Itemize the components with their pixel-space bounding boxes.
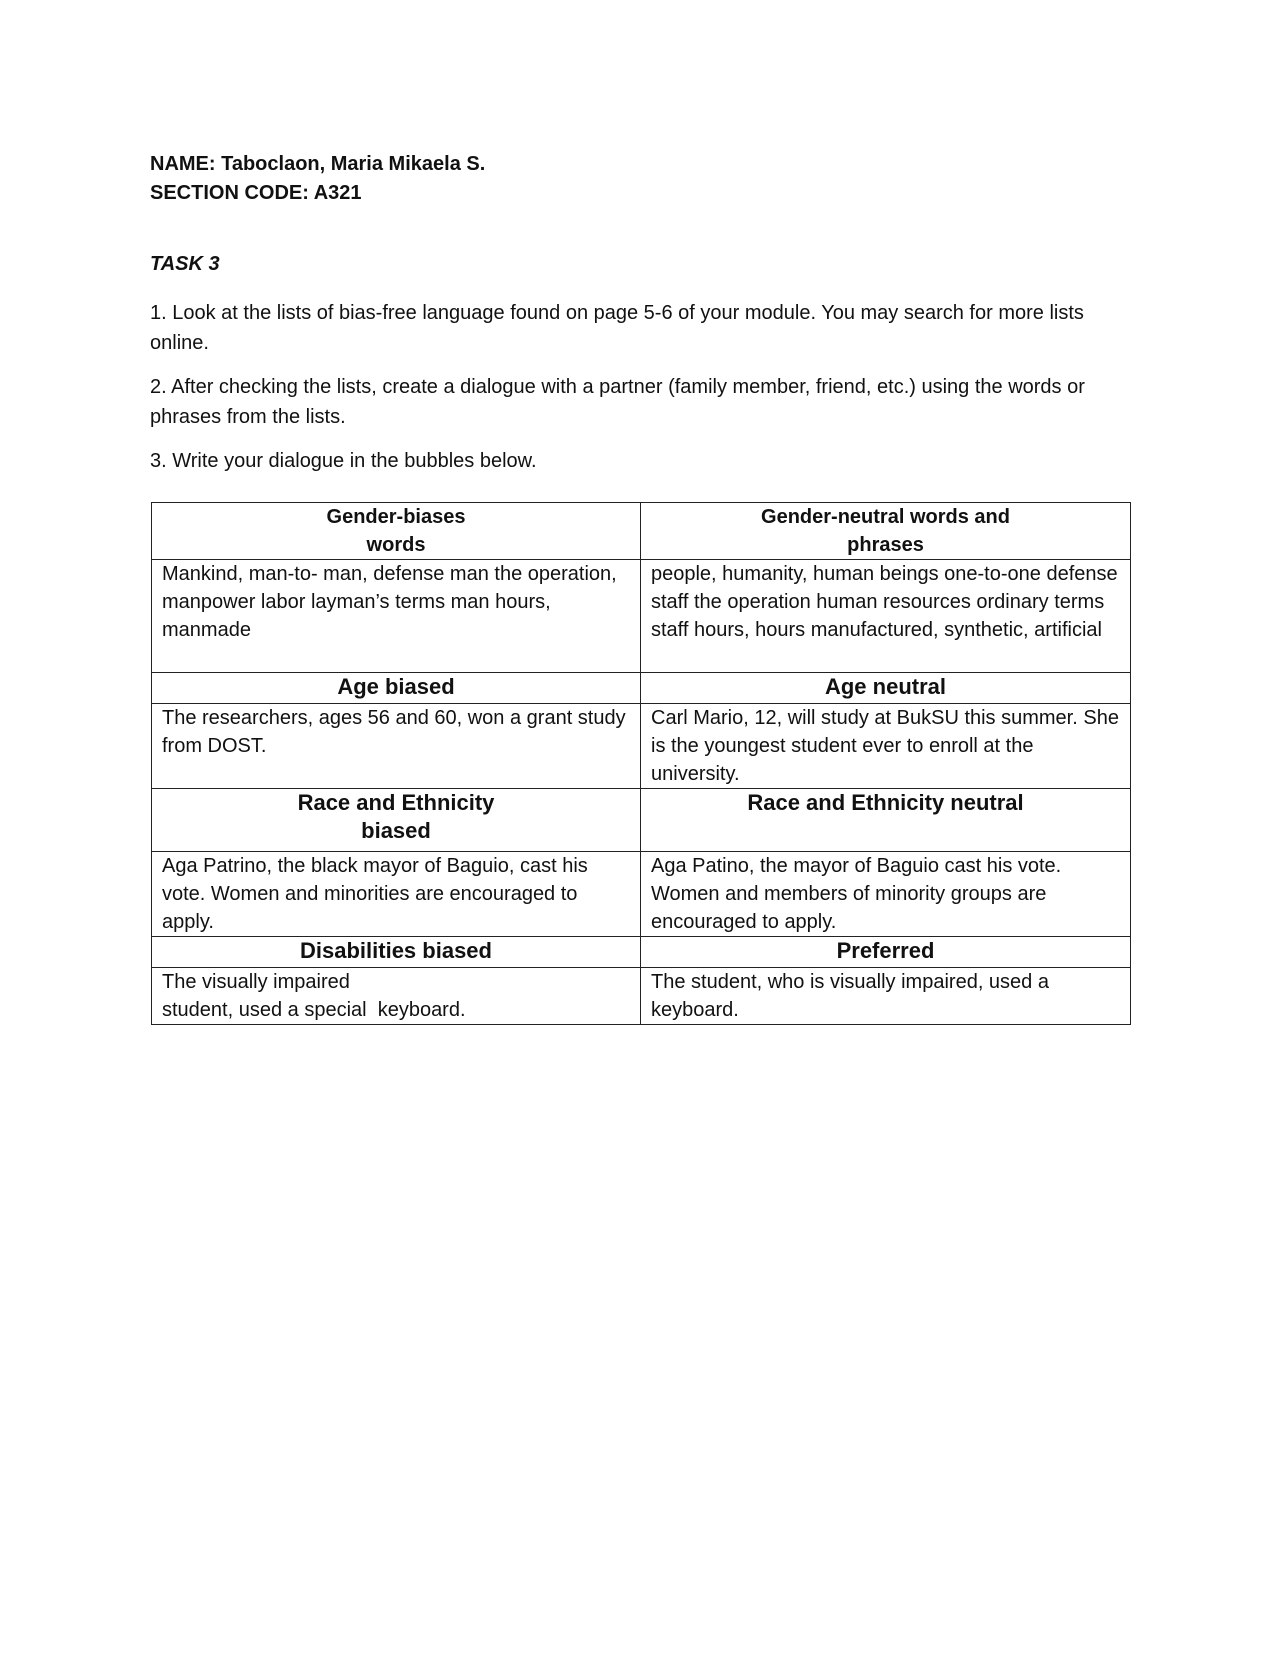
age-biased-header: Age biased: [152, 673, 641, 704]
age-neutral-cell: Carl Mario, 12, will study at BukSU this summer. She is the youngest student ever to enroll at the university.: [641, 704, 1131, 789]
table-row: [152, 968, 1131, 1025]
table-row: [152, 503, 1131, 560]
table-row: [152, 560, 1131, 673]
student-name: NAME: Taboclaon, Maria Mikaela S.: [150, 153, 486, 175]
age-biased-cell: The researchers, ages 56 and 60, won a grant study from DOST.: [152, 704, 641, 789]
table-row: [152, 937, 1131, 968]
gender-biased-cell: Mankind, man-to- man, defense man the operation, manpower labor layman’s terms man hours, manmade: [152, 560, 641, 673]
table-row: [152, 673, 1131, 704]
disability-biased-header: Disabilities biased: [152, 937, 641, 968]
race-neutral-cell: Aga Patino, the mayor of Baguio cast his vote. Women and members of minority groups are encouraged to apply.: [641, 852, 1131, 937]
race-biased-header: Race and Ethnicity biased: [152, 789, 641, 852]
bias-free-language-table: [151, 502, 1131, 1025]
instruction-3: 3. Write your dialogue in the bubbles below.: [150, 450, 537, 472]
gender-neutral-cell: people, humanity, human beings one-to-one defense staff the operation human resources ordinary terms staff hours, hours manufactured, synthetic, artificial: [641, 560, 1131, 673]
gender-biased-header: Gender-biases words: [152, 503, 641, 560]
age-neutral-header: Age neutral: [641, 673, 1131, 704]
instructions: [150, 299, 1140, 492]
instruction-2: 2. After checking the lists, create a dialogue with a partner (family member, friend, etc.) using the words or phrases from the lists.: [150, 376, 1085, 428]
race-biased-cell: Aga Patrino, the black mayor of Baguio, cast his vote. Women and minorities are encouraged to apply.: [152, 852, 641, 937]
table-row: [152, 852, 1131, 937]
disability-preferred-cell: The student, who is visually impaired, used a keyboard.: [641, 968, 1131, 1025]
student-header: [150, 150, 485, 208]
table-row: [152, 789, 1131, 852]
race-neutral-header: Race and Ethnicity neutral: [641, 789, 1131, 852]
instruction-1: 1. Look at the lists of bias-free language found on page 5-6 of your module. You may search for more lists online.: [150, 302, 1084, 354]
table-row: [152, 704, 1131, 789]
section-code: SECTION CODE: A321: [150, 182, 362, 204]
gender-neutral-header: Gender-neutral words and phrases: [641, 503, 1131, 560]
disability-preferred-header: Preferred: [641, 937, 1131, 968]
disability-biased-cell: The visually impaired student, used a special keyboard.: [152, 968, 641, 1025]
task-title: TASK 3: [150, 253, 220, 275]
